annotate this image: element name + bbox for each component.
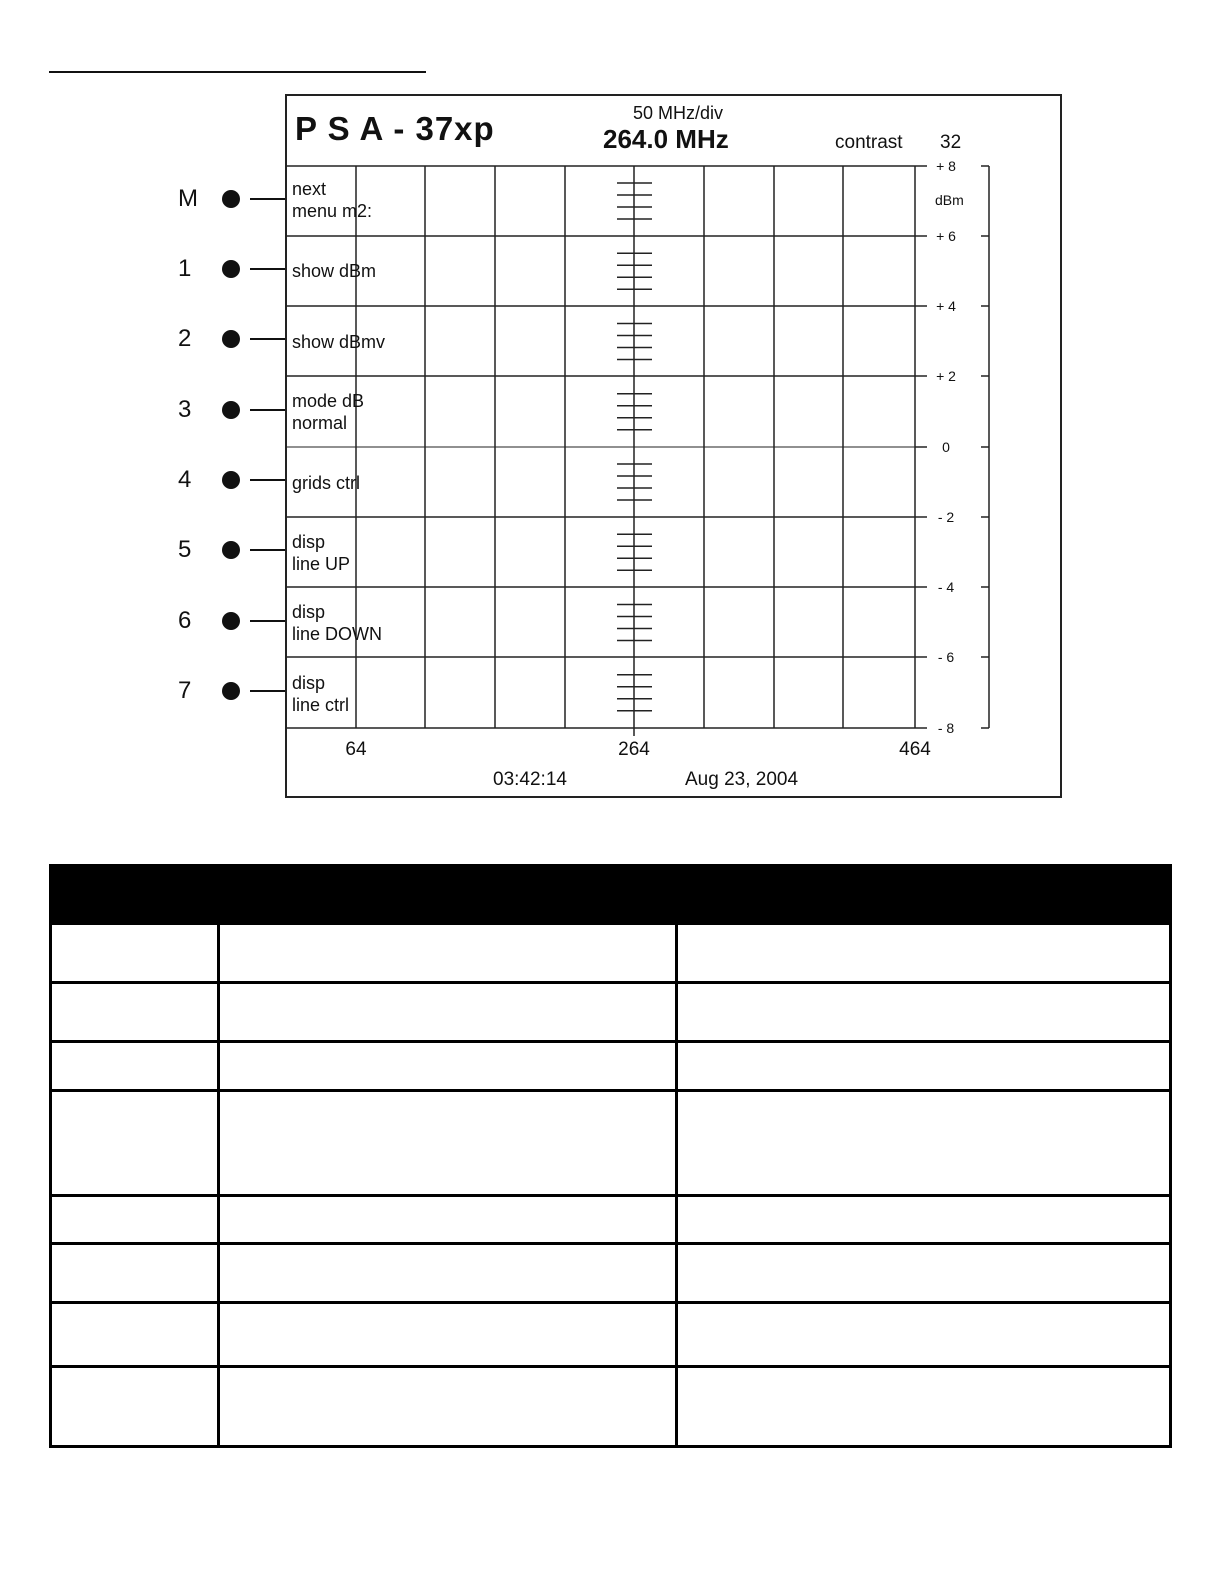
- table-header-cell: [51, 866, 219, 924]
- table-cell: [51, 1367, 219, 1447]
- softkey-button-3[interactable]: [222, 401, 240, 419]
- center-frequency-readout: 264.0 MHz: [603, 124, 729, 154]
- menu-label-grids-ctrl[interactable]: grids ctrl: [292, 473, 361, 493]
- y-tick-label: 0: [942, 439, 950, 455]
- menu-label-show-dbm[interactable]: show dBm: [292, 261, 377, 281]
- time-readout: 03:42:14: [493, 769, 567, 790]
- softkey-label: 5: [178, 536, 192, 563]
- table-cell: [677, 983, 1171, 1042]
- softkey-label: 7: [178, 677, 192, 704]
- softkey-label: M: [178, 185, 198, 212]
- y-tick-label: + 4: [936, 298, 956, 314]
- softkey-2: [170, 304, 286, 374]
- menu-label-disp-line-down[interactable]: disp line DOWN: [292, 602, 383, 644]
- y-tick-label: - 4: [937, 579, 955, 595]
- softkey-button-7[interactable]: [222, 682, 240, 700]
- softkey-4: [170, 445, 286, 515]
- table-cell: [219, 1196, 677, 1244]
- table-cell: [677, 1244, 1171, 1303]
- table-cell: [51, 1196, 219, 1244]
- menu-label-disp-line-up[interactable]: disp line UP: [292, 532, 351, 574]
- leader-line: [250, 690, 286, 692]
- analyzer-display: [285, 94, 1062, 798]
- table-cell: [51, 983, 219, 1042]
- y-tick-label: + 2: [936, 368, 956, 384]
- table-cell: [219, 1042, 677, 1091]
- table-cell: [51, 1042, 219, 1091]
- softkey-button-m[interactable]: [222, 190, 240, 208]
- leader-line: [250, 479, 286, 481]
- table-cell: [677, 1303, 1171, 1367]
- table-row: [51, 983, 1171, 1042]
- table-cell: [677, 1196, 1171, 1244]
- table-cell: [51, 1244, 219, 1303]
- table-cell: [51, 1303, 219, 1367]
- y-tick-label: + 6: [936, 228, 956, 244]
- x-tick-label: 64: [345, 739, 367, 760]
- softkey-label: 3: [178, 396, 192, 423]
- model-name: P S A - 37xp: [295, 110, 495, 147]
- menu-label-show-dbmv[interactable]: show dBmv: [292, 332, 386, 352]
- table-cell: [677, 924, 1171, 983]
- y-tick-label: - 2: [937, 509, 955, 525]
- table-row: [51, 924, 1171, 983]
- leader-line: [250, 338, 286, 340]
- span-readout: 50 MHz/div: [633, 103, 724, 123]
- leader-line: [250, 409, 286, 411]
- softkey-3: [170, 375, 286, 445]
- softkey-button-1[interactable]: [222, 260, 240, 278]
- table-row: [51, 1196, 1171, 1244]
- softkey-label: 2: [178, 325, 192, 352]
- softkey-button-6[interactable]: [222, 612, 240, 630]
- table-header-cell: [677, 866, 1171, 924]
- table-row: [51, 1244, 1171, 1303]
- table-cell: [219, 1367, 677, 1447]
- leader-line: [250, 198, 286, 200]
- softkey-label: 6: [178, 607, 192, 634]
- date-readout: Aug 23, 2004: [685, 769, 799, 790]
- reference-table: [49, 864, 1172, 1448]
- table-row: [51, 1091, 1171, 1196]
- menu-label-mode-db[interactable]: mode dB normal: [292, 391, 365, 433]
- table-cell: [51, 924, 219, 983]
- table-cell: [51, 1091, 219, 1196]
- leader-line: [250, 268, 286, 270]
- softkey-6: [170, 586, 286, 656]
- top-rule: [49, 71, 426, 73]
- table-cell: [219, 983, 677, 1042]
- table-row: [51, 1367, 1171, 1447]
- softkey-7: [170, 656, 286, 726]
- softkey-label: 4: [178, 466, 192, 493]
- table-header-cell: [219, 866, 677, 924]
- softkey-button-4[interactable]: [222, 471, 240, 489]
- softkey-button-5[interactable]: [222, 541, 240, 559]
- y-axis-unit: dBm: [935, 192, 964, 208]
- menu-label-next-menu[interactable]: next menu m2:: [292, 179, 373, 221]
- table-row: [51, 1303, 1171, 1367]
- leader-line: [250, 620, 286, 622]
- softkey-m: [170, 164, 286, 234]
- y-tick-label: + 8: [936, 158, 956, 174]
- table-cell: [219, 1091, 677, 1196]
- table-cell: [677, 1091, 1171, 1196]
- leader-line: [250, 549, 286, 551]
- y-tick-label: - 8: [937, 720, 955, 736]
- contrast-value: 32: [940, 132, 962, 153]
- softkey-5: [170, 515, 286, 585]
- table-cell: [219, 1303, 677, 1367]
- table-cell: [677, 1042, 1171, 1091]
- contrast-label: contrast: [835, 132, 903, 153]
- table-cell: [219, 924, 677, 983]
- menu-label-disp-line-ctrl[interactable]: disp line ctrl: [292, 673, 350, 715]
- table-header-row: [51, 866, 1171, 924]
- softkey-column: [170, 164, 286, 727]
- y-tick-label: - 6: [937, 649, 955, 665]
- table-cell: [219, 1244, 677, 1303]
- softkey-label: 1: [178, 255, 192, 282]
- softkey-button-2[interactable]: [222, 330, 240, 348]
- table-row: [51, 1042, 1171, 1091]
- x-tick-label: 464: [899, 739, 931, 760]
- softkey-1: [170, 234, 286, 304]
- table-cell: [677, 1367, 1171, 1447]
- x-tick-label: 264: [618, 739, 650, 760]
